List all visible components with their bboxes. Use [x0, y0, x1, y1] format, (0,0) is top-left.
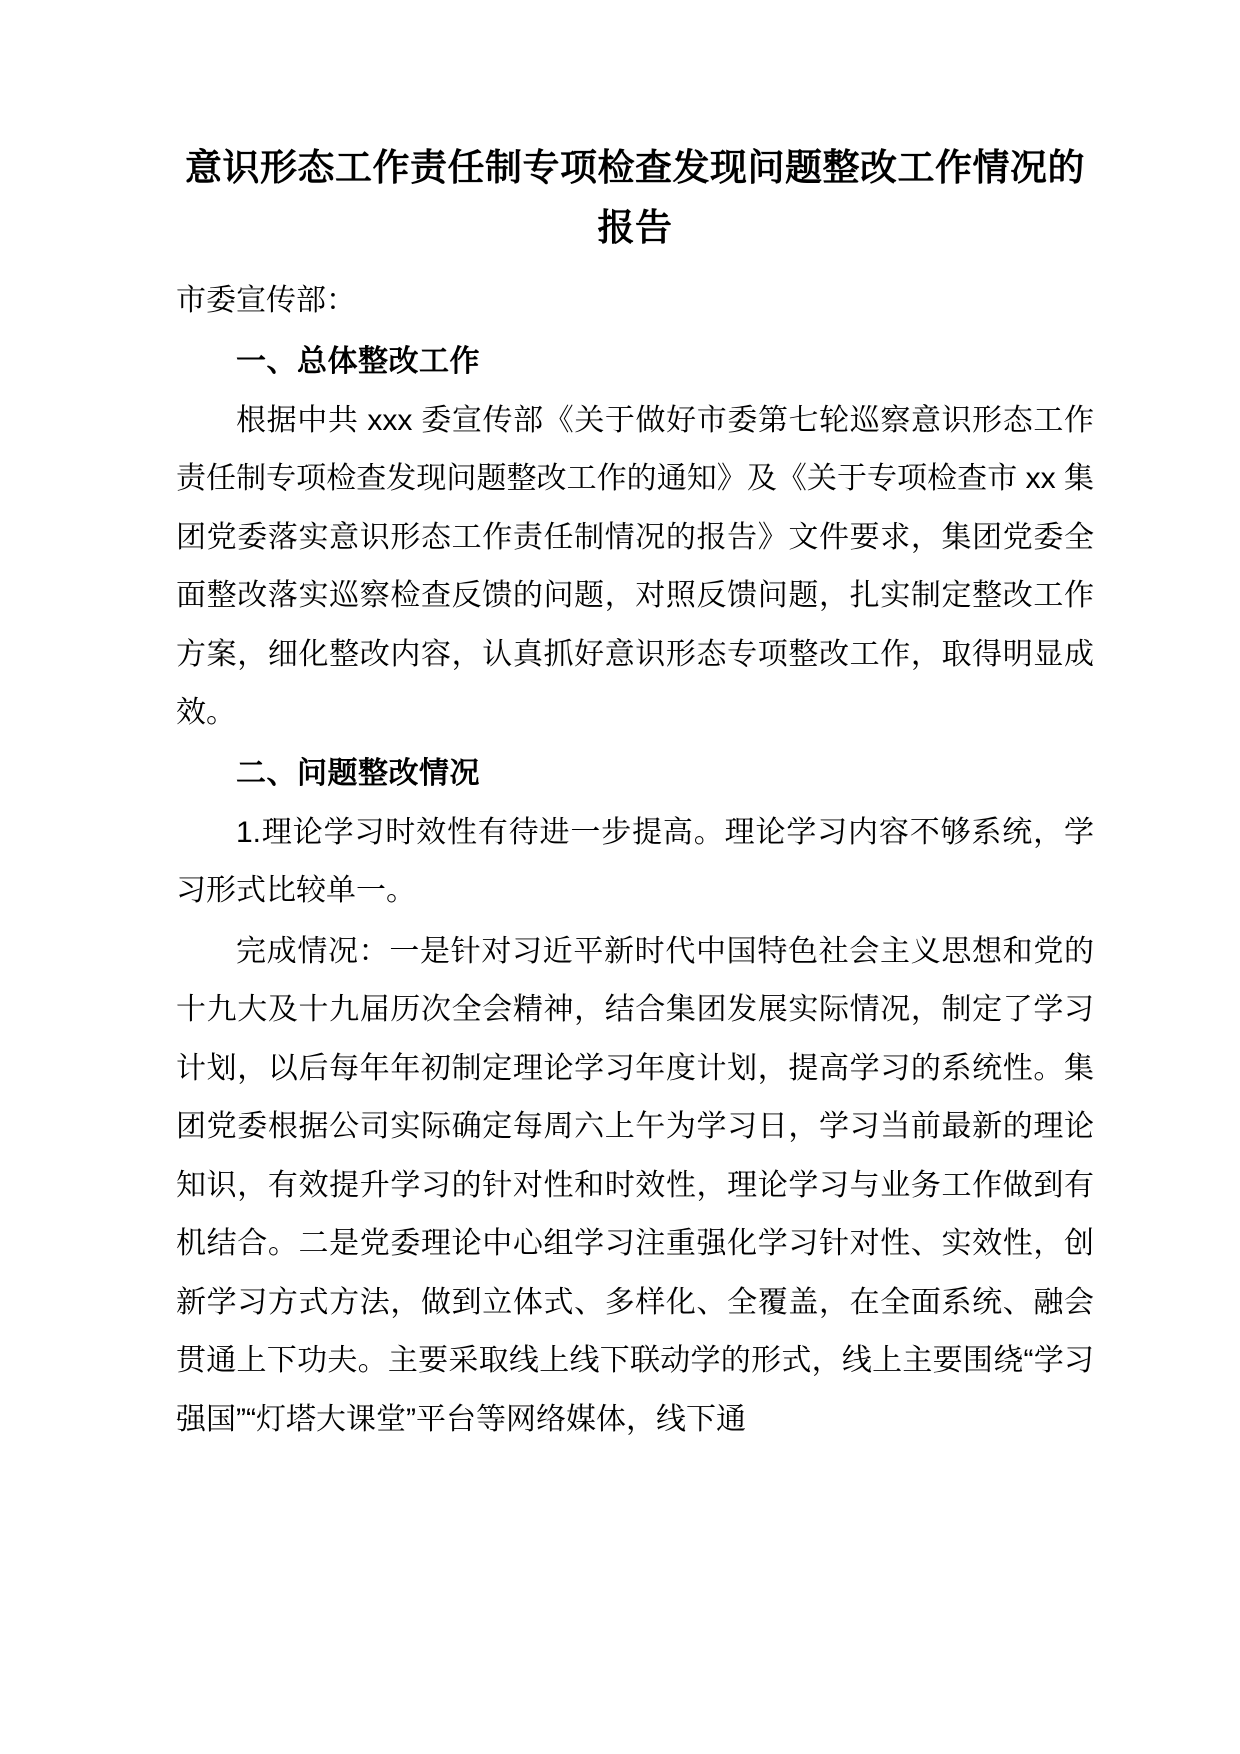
recipient-line: 市委宣传部： — [176, 283, 356, 317]
section-2-item-1: 1.理论学习时效性有待进一步提高。理论学习内容不够系统，学习形式比较单一。 — [176, 815, 1094, 908]
page-title: 意识形态工作责任制专项检查发现问题整改工作情况的报告 — [185, 147, 1085, 248]
section-heading-2: 二、问题整改情况 — [236, 756, 480, 790]
section-heading-1: 一、总体整改工作 — [236, 344, 480, 378]
section-2-completion-status: 完成情况：一是针对习近平新时代中国特色社会主义思想和党的十九大及十九届历次全会精神，结合集团发展实际情况，制定了学习计划，以后每年年初制定理论学习年度计划，提高学习的系统性。集团党委根据公司实际确定每周六上午为学习日，学习当前最新的理论知识，有效提升学习的针对性和时效性，理论学习与业务工作做到有机结合。二是党委理论中心组学习注重强化学习针对性、实效性，创新学习方式方法，做到立体式、多样化、全覆盖，在全面系统、融会贯通上下功夫。主要采取线上线下联动学的形式，线上主要围绕“学习强国”“灯塔大课堂”平台等网络媒体，线下通 — [176, 934, 1094, 1436]
section-1-paragraph-1: 根据中共 xxx 委宣传部《关于做好市委第七轮巡察意识形态工作责任制专项检查发现问题整改工作的通知》及《关于专项检查市 xx 集团党委落实意识形态工作责任制情况的报告》文件要求，集团党委全面整改落实巡察检查反馈的问题，对照反馈问题，扎实制定整改工作方案，细化整改内容，认真抓好意识形态专项整改工作，取得明显成效。 — [176, 403, 1094, 730]
